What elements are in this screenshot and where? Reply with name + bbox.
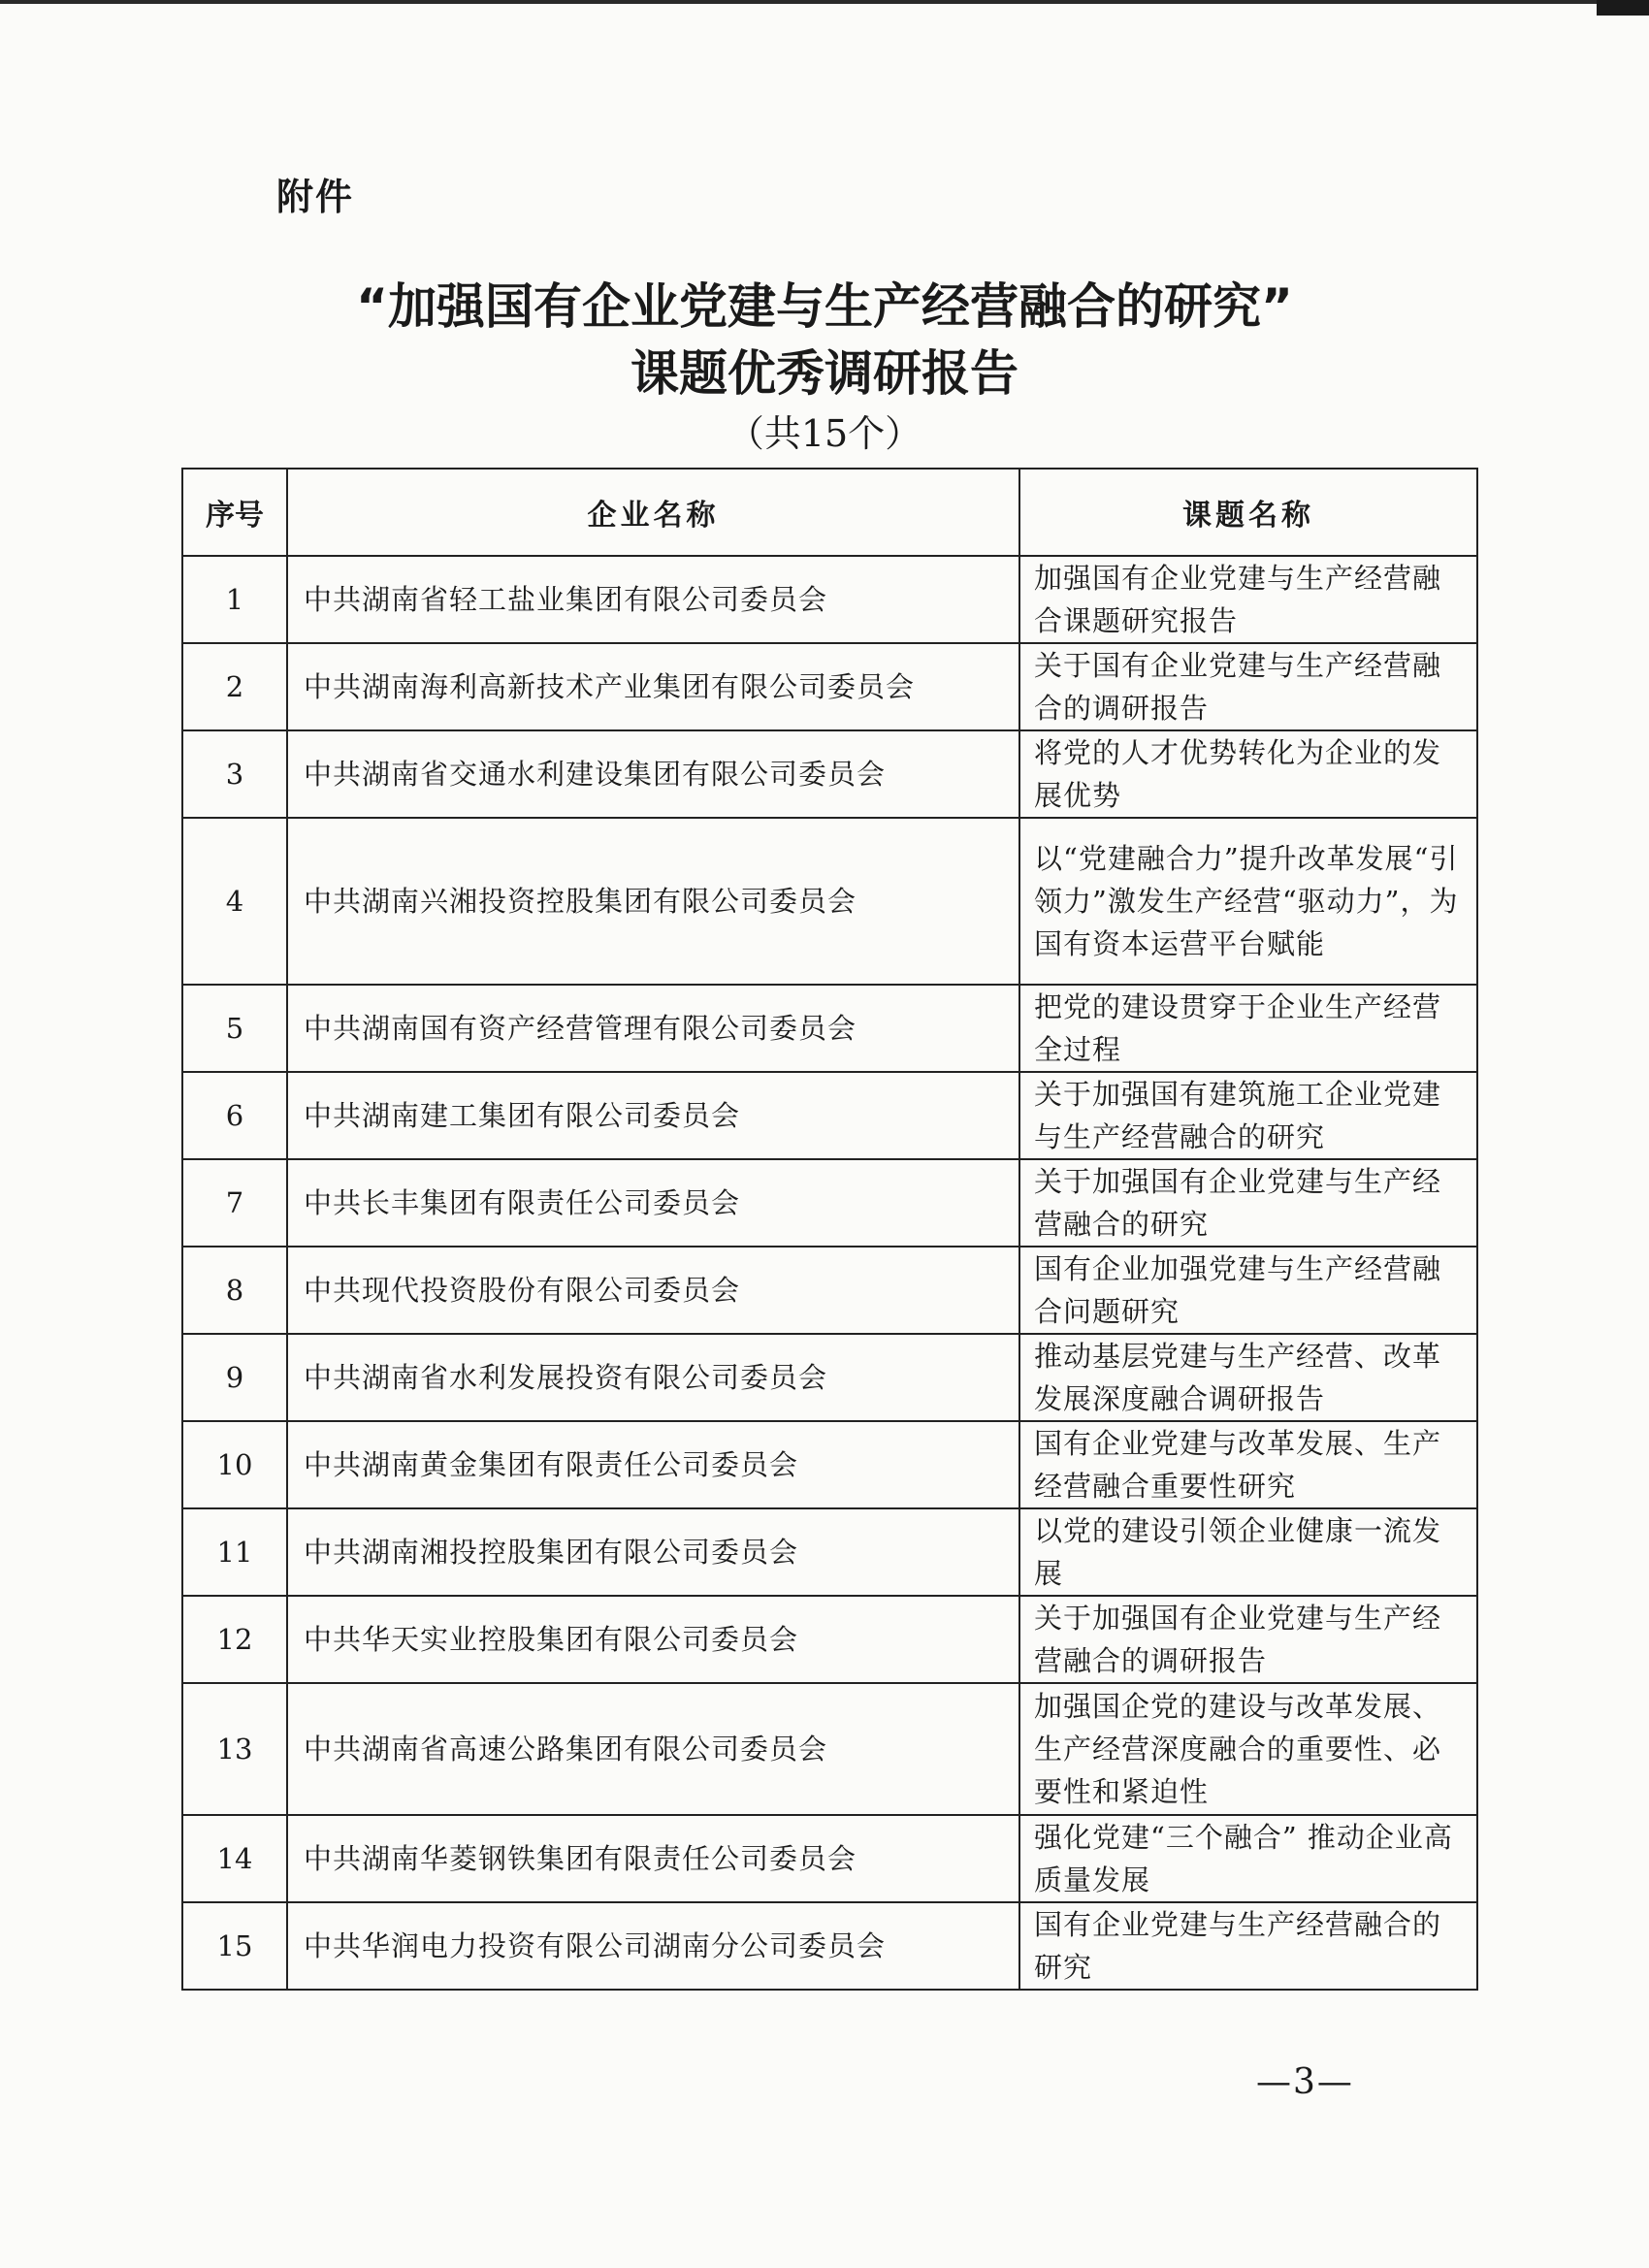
row-number: 8	[182, 1247, 287, 1334]
document-title-line1: “加强国有企业党建与生产经营融合的研究”	[356, 278, 1293, 335]
row-number: 2	[182, 643, 287, 730]
row-topic: 强化党建“三个融合” 推动企业高质量发展	[1019, 1815, 1477, 1902]
row-number: 15	[182, 1902, 287, 1990]
page-number: —3—	[1256, 2062, 1354, 2102]
row-company: 中共湖南省水利发展投资有限公司委员会	[287, 1334, 1019, 1421]
row-number: 4	[182, 818, 287, 985]
row-number: 10	[182, 1421, 287, 1508]
row-number: 1	[182, 556, 287, 643]
table-row	[182, 1159, 1477, 1247]
row-topic: 国有企业加强党建与生产经营融合问题研究	[1019, 1247, 1477, 1334]
row-company: 中共华天实业控股集团有限公司委员会	[287, 1596, 1019, 1683]
row-topic: 加强国企党的建设与改革发展、生产经营深度融合的重要性、必要性和紧迫性	[1019, 1683, 1477, 1815]
attachment-label: 附件	[276, 176, 355, 218]
row-company: 中共湖南海利高新技术产业集团有限公司委员会	[287, 643, 1019, 730]
row-company: 中共湖南湘投控股集团有限公司委员会	[287, 1508, 1019, 1596]
reports-table	[181, 468, 1478, 1991]
scan-top-edge	[0, 0, 1649, 4]
row-number: 7	[182, 1159, 287, 1247]
row-number: 13	[182, 1683, 287, 1815]
row-topic: 加强国有企业党建与生产经营融合课题研究报告	[1019, 556, 1477, 643]
row-topic: 国有企业党建与生产经营融合的研究	[1019, 1902, 1477, 1990]
table-row	[182, 730, 1477, 818]
row-topic: 国有企业党建与改革发展、生产经营融合重要性研究	[1019, 1421, 1477, 1508]
table-row	[182, 1596, 1477, 1683]
row-topic: 把党的建设贯穿于企业生产经营全过程	[1019, 985, 1477, 1072]
row-company: 中共华润电力投资有限公司湖南分公司委员会	[287, 1902, 1019, 1990]
table-row	[182, 985, 1477, 1072]
row-company: 中共湖南省交通水利建设集团有限公司委员会	[287, 730, 1019, 818]
table-row	[182, 1508, 1477, 1596]
row-number: 14	[182, 1815, 287, 1902]
table-row	[182, 1072, 1477, 1159]
row-company: 中共现代投资股份有限公司委员会	[287, 1247, 1019, 1334]
table-row	[182, 1421, 1477, 1508]
header-number: 序号	[182, 469, 287, 556]
header-company: 企业名称	[287, 469, 1019, 556]
table-row	[182, 1815, 1477, 1902]
table-row	[182, 1683, 1477, 1815]
row-topic: 推动基层党建与生产经营、改革发展深度融合调研报告	[1019, 1334, 1477, 1421]
row-number: 11	[182, 1508, 287, 1596]
scan-corner-mark	[1597, 0, 1649, 16]
row-company: 中共湖南兴湘投资控股集团有限公司委员会	[287, 818, 1019, 985]
row-topic: 关于加强国有建筑施工企业党建与生产经营融合的研究	[1019, 1072, 1477, 1159]
table-header-row	[182, 469, 1477, 556]
row-number: 5	[182, 985, 287, 1072]
row-company: 中共长丰集团有限责任公司委员会	[287, 1159, 1019, 1247]
row-company: 中共湖南华菱钢铁集团有限责任公司委员会	[287, 1815, 1019, 1902]
row-topic: 将党的人才优势转化为企业的发展优势	[1019, 730, 1477, 818]
row-company: 中共湖南国有资产经营管理有限公司委员会	[287, 985, 1019, 1072]
row-topic: 关于国有企业党建与生产经营融合的调研报告	[1019, 643, 1477, 730]
row-topic: 关于加强国有企业党建与生产经营融合的调研报告	[1019, 1596, 1477, 1683]
row-company: 中共湖南省轻工盐业集团有限公司委员会	[287, 556, 1019, 643]
table-row	[182, 1334, 1477, 1421]
header-topic: 课题名称	[1019, 469, 1477, 556]
row-company: 中共湖南建工集团有限公司委员会	[287, 1072, 1019, 1159]
table-row	[182, 1902, 1477, 1990]
table-row	[182, 556, 1477, 643]
row-number: 6	[182, 1072, 287, 1159]
row-company: 中共湖南黄金集团有限责任公司委员会	[287, 1421, 1019, 1508]
row-topic: 关于加强国有企业党建与生产经营融合的研究	[1019, 1159, 1477, 1247]
count-note: （共15个）	[727, 412, 922, 455]
document-title-line2: 课题优秀调研报告	[630, 345, 1018, 402]
row-topic: 以党的建设引领企业健康一流发展	[1019, 1508, 1477, 1596]
row-company: 中共湖南省高速公路集团有限公司委员会	[287, 1683, 1019, 1815]
row-number: 9	[182, 1334, 287, 1421]
table-row	[182, 643, 1477, 730]
table-row	[182, 818, 1477, 985]
row-topic: 以“党建融合力”提升改革发展“引领力”激发生产经营“驱动力”，为国有资本运营平台赋能	[1019, 818, 1477, 985]
row-number: 3	[182, 730, 287, 818]
row-number: 12	[182, 1596, 287, 1683]
table-row	[182, 1247, 1477, 1334]
